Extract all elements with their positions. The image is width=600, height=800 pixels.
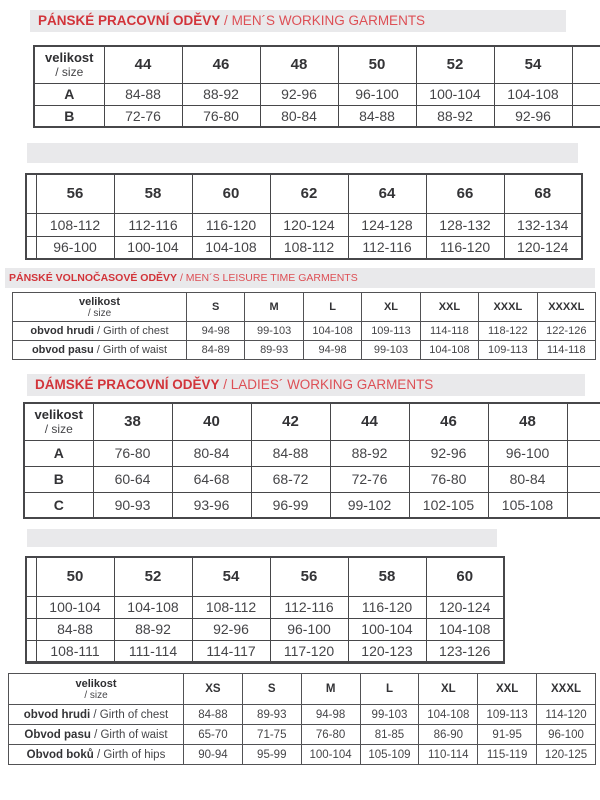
value-cell: 80-84	[172, 440, 251, 466]
clipped-cell	[26, 596, 36, 618]
value-cell: 88-92	[416, 105, 494, 127]
value-cell: 108-111	[36, 640, 114, 662]
size-header-cell: 64	[348, 174, 426, 213]
row-label	[9, 725, 184, 745]
corner-label-en: / size	[84, 689, 108, 701]
value-cell: 84-89	[187, 341, 245, 360]
value-cell: 99-103	[360, 705, 419, 725]
value-cell: 116-120	[192, 213, 270, 236]
size-header-row	[26, 557, 504, 596]
section-title-separator: /	[177, 272, 186, 284]
size-header-cell: 58	[348, 557, 426, 596]
size-header-cell: 46	[182, 46, 260, 83]
section-title-mens-working	[30, 10, 566, 32]
measurement-row-a	[34, 83, 600, 105]
ladies-working-table-50-60	[25, 556, 505, 664]
value-cell: 84-88	[338, 105, 416, 127]
value-cell: 117-120	[270, 640, 348, 662]
value-cell: 96-100	[270, 618, 348, 640]
value-cell: 64-68	[172, 466, 251, 492]
value-cell: 102-105	[409, 492, 488, 518]
measurement-row	[26, 618, 504, 640]
size-header-cell: XXXXL	[537, 293, 595, 322]
row-label	[9, 745, 184, 765]
size-header-cell: 46	[409, 403, 488, 440]
size-header-cell: 68	[504, 174, 582, 213]
value-cell: 104-108	[420, 341, 478, 360]
value-cell	[572, 105, 600, 127]
size-header-row	[34, 46, 600, 83]
value-cell: 90-94	[184, 745, 243, 765]
measurement-row	[26, 236, 582, 259]
section-title-en: LADIES´ WORKING GARMENTS	[230, 377, 434, 392]
value-cell: 68-72	[251, 466, 330, 492]
value-cell: 92-96	[409, 440, 488, 466]
clipped-cell	[26, 174, 36, 213]
row-label-en: / Girth of waist	[90, 728, 168, 741]
section-title-ladies-working	[27, 374, 585, 396]
value-cell: 96-99	[251, 492, 330, 518]
value-cell: 72-76	[104, 105, 182, 127]
value-cell	[567, 492, 600, 518]
separator-band	[27, 529, 497, 547]
value-cell: 132-134	[504, 213, 582, 236]
size-header-cell: 56	[36, 174, 114, 213]
size-header-cell: M	[301, 674, 360, 705]
measurement-row-b	[24, 466, 600, 492]
girth-of-chest-row	[13, 322, 596, 341]
size-header-cell: 58	[114, 174, 192, 213]
value-cell: 84-88	[251, 440, 330, 466]
row-label-cs: obvod hrudi	[30, 325, 94, 337]
row-label-en: / Girth of waist	[93, 344, 168, 356]
value-cell: 114-120	[537, 705, 596, 725]
value-cell: 104-108	[419, 705, 478, 725]
size-corner-cell	[13, 293, 187, 322]
section-title-en: MEN´S WORKING GARMENTS	[231, 13, 426, 28]
value-cell: 100-104	[36, 596, 114, 618]
size-header-cell: 50	[36, 557, 114, 596]
value-cell: 114-117	[192, 640, 270, 662]
value-cell: 88-92	[114, 618, 192, 640]
row-label	[13, 322, 187, 341]
size-header-cell: XXL	[420, 293, 478, 322]
value-cell: 99-102	[330, 492, 409, 518]
value-cell: 111-114	[114, 640, 192, 662]
value-cell	[572, 83, 600, 105]
row-label-en: / Girth of hips	[93, 748, 166, 761]
size-header-cell: 62	[270, 174, 348, 213]
value-cell	[567, 466, 600, 492]
value-cell: 124-128	[348, 213, 426, 236]
row-label-cs: obvod pasu	[31, 344, 94, 356]
size-corner-cell	[24, 403, 93, 440]
value-cell: 94-98	[303, 341, 361, 360]
size-header-cell: 42	[251, 403, 330, 440]
size-header-cell: 50	[338, 46, 416, 83]
size-header-cell: 44	[330, 403, 409, 440]
value-cell: 120-124	[426, 596, 504, 618]
size-header-cell: XL	[362, 293, 420, 322]
row-label: B	[34, 105, 104, 127]
value-cell: 109-113	[362, 322, 420, 341]
value-cell: 76-80	[409, 466, 488, 492]
size-header-cell: XS	[184, 674, 243, 705]
value-cell: 88-92	[330, 440, 409, 466]
value-cell: 114-118	[420, 322, 478, 341]
value-cell: 100-104	[348, 618, 426, 640]
size-header-cell: S	[242, 674, 301, 705]
value-cell: 104-108	[303, 322, 361, 341]
value-cell: 94-98	[301, 705, 360, 725]
clipped-cell	[26, 557, 36, 596]
size-header-cell: 66	[426, 174, 504, 213]
value-cell: 96-100	[488, 440, 567, 466]
size-header-cell: 48	[488, 403, 567, 440]
value-cell: 96-100	[36, 236, 114, 259]
size-header-cell: 38	[93, 403, 172, 440]
value-cell: 110-114	[419, 745, 478, 765]
value-cell: 112-116	[348, 236, 426, 259]
size-header-cell: 48	[260, 46, 338, 83]
value-cell: 115-119	[478, 745, 537, 765]
value-cell: 105-108	[488, 492, 567, 518]
value-cell: 128-132	[426, 213, 504, 236]
corner-label-en: / size	[44, 422, 73, 437]
value-cell: 100-104	[301, 745, 360, 765]
size-header-cell: 60	[426, 557, 504, 596]
value-cell: 96-100	[537, 725, 596, 745]
clipped-cell	[26, 213, 36, 236]
size-header-row	[9, 674, 596, 705]
corner-label-en: / size	[87, 307, 112, 319]
clipped-cell	[26, 236, 36, 259]
value-cell: 99-103	[362, 341, 420, 360]
row-label: B	[24, 466, 93, 492]
corner-label-cs: velikost	[79, 295, 120, 308]
row-label-en: / Girth of chest	[90, 708, 169, 721]
value-cell: 112-116	[270, 596, 348, 618]
girth-of-chest-row	[9, 705, 596, 725]
value-cell: 96-100	[338, 83, 416, 105]
value-cell: 93-96	[172, 492, 251, 518]
value-cell: 120-124	[270, 213, 348, 236]
value-cell: 123-126	[426, 640, 504, 662]
size-header-cell: XXXL	[537, 674, 596, 705]
size-header-cell: 52	[416, 46, 494, 83]
size-header-cell: L	[360, 674, 419, 705]
size-header-cell	[567, 403, 600, 440]
value-cell: 120-124	[504, 236, 582, 259]
value-cell: 86-90	[419, 725, 478, 745]
section-title-cs: PÁNSKÉ PRACOVNÍ ODĚVY	[38, 13, 221, 28]
value-cell: 104-108	[426, 618, 504, 640]
value-cell: 108-112	[192, 596, 270, 618]
size-header-cell: 40	[172, 403, 251, 440]
row-label-en: / Girth of chest	[93, 325, 169, 337]
size-header-row	[13, 293, 596, 322]
row-label-cs: Obvod boků	[26, 748, 94, 761]
value-cell: 92-96	[192, 618, 270, 640]
size-header-cell: XXXL	[479, 293, 537, 322]
value-cell: 84-88	[184, 705, 243, 725]
value-cell: 90-93	[93, 492, 172, 518]
section-title-cs: DÁMSKÉ PRACOVNÍ ODĚVY	[35, 377, 220, 392]
mens-leisure-table	[12, 292, 596, 360]
value-cell: 100-104	[114, 236, 192, 259]
value-cell: 76-80	[182, 105, 260, 127]
row-label-cs: obvod hrudi	[23, 708, 91, 721]
section-title-separator: /	[219, 377, 231, 392]
value-cell: 94-98	[187, 322, 245, 341]
ladies-leisure-table	[8, 673, 596, 765]
value-cell: 84-88	[104, 83, 182, 105]
measurement-row-c	[24, 492, 600, 518]
value-cell: 72-76	[330, 466, 409, 492]
value-cell: 120-123	[348, 640, 426, 662]
value-cell: 118-122	[479, 322, 537, 341]
corner-label-cs: velikost	[34, 407, 83, 423]
size-header-cell: XXL	[478, 674, 537, 705]
size-header-cell	[572, 46, 600, 83]
size-header-cell: 54	[494, 46, 572, 83]
value-cell: 76-80	[93, 440, 172, 466]
value-cell: 84-88	[36, 618, 114, 640]
value-cell: 100-104	[416, 83, 494, 105]
value-cell: 89-93	[245, 341, 303, 360]
value-cell: 120-125	[537, 745, 596, 765]
clipped-cell	[26, 640, 36, 662]
row-label	[13, 341, 187, 360]
section-title-en: MEN´S LEISURE TIME GARMENTS	[185, 272, 358, 284]
size-header-cell: XL	[419, 674, 478, 705]
value-cell: 104-108	[114, 596, 192, 618]
value-cell: 95-99	[242, 745, 301, 765]
value-cell: 99-103	[245, 322, 303, 341]
measurement-row	[26, 640, 504, 662]
value-cell: 108-112	[36, 213, 114, 236]
size-header-cell: 60	[192, 174, 270, 213]
size-header-cell: M	[245, 293, 303, 322]
value-cell: 105-109	[360, 745, 419, 765]
row-label: A	[34, 83, 104, 105]
clipped-cell	[26, 618, 36, 640]
row-label: A	[24, 440, 93, 466]
value-cell: 65-70	[184, 725, 243, 745]
size-header-row	[26, 174, 582, 213]
size-header-cell: L	[303, 293, 361, 322]
separator-band	[27, 143, 578, 163]
value-cell: 114-118	[537, 341, 595, 360]
corner-label-en: / size	[55, 65, 84, 80]
size-header-cell: 52	[114, 557, 192, 596]
size-corner-cell	[34, 46, 104, 83]
row-label-cs: Obvod pasu	[24, 728, 91, 741]
size-corner-cell	[9, 674, 184, 705]
value-cell: 81-85	[360, 725, 419, 745]
section-title-separator: /	[220, 13, 232, 28]
value-cell: 109-113	[479, 341, 537, 360]
size-header-cell: 56	[270, 557, 348, 596]
corner-label-cs: velikost	[45, 50, 94, 66]
girth-of-waist-row	[9, 725, 596, 745]
girth-of-hips-row	[9, 745, 596, 765]
value-cell: 80-84	[488, 466, 567, 492]
value-cell: 71-75	[242, 725, 301, 745]
value-cell: 116-120	[348, 596, 426, 618]
value-cell	[567, 440, 600, 466]
section-title-mens-leisure	[5, 268, 595, 288]
value-cell: 112-116	[114, 213, 192, 236]
value-cell: 104-108	[494, 83, 572, 105]
measurement-row	[26, 596, 504, 618]
size-header-row	[24, 403, 600, 440]
size-header-cell: 54	[192, 557, 270, 596]
value-cell: 88-92	[182, 83, 260, 105]
value-cell: 89-93	[242, 705, 301, 725]
girth-of-waist-row	[13, 341, 596, 360]
value-cell: 108-112	[270, 236, 348, 259]
measurement-row-b	[34, 105, 600, 127]
mens-working-table-44-54	[33, 45, 600, 128]
ladies-working-table-38-48	[23, 402, 600, 519]
value-cell: 92-96	[260, 83, 338, 105]
value-cell: 104-108	[192, 236, 270, 259]
value-cell: 116-120	[426, 236, 504, 259]
measurement-row-a	[24, 440, 600, 466]
value-cell: 109-113	[478, 705, 537, 725]
value-cell: 91-95	[478, 725, 537, 745]
value-cell: 92-96	[494, 105, 572, 127]
section-title-cs: PÁNSKÉ VOLNOČASOVÉ ODĚVY	[9, 272, 178, 284]
size-header-cell: S	[187, 293, 245, 322]
size-header-cell: 44	[104, 46, 182, 83]
measurement-row	[26, 213, 582, 236]
row-label	[9, 705, 184, 725]
value-cell: 122-126	[537, 322, 595, 341]
value-cell: 80-84	[260, 105, 338, 127]
row-label: C	[24, 492, 93, 518]
value-cell: 60-64	[93, 466, 172, 492]
corner-label-cs: velikost	[75, 677, 117, 690]
value-cell: 76-80	[301, 725, 360, 745]
mens-working-table-56-68	[25, 173, 583, 260]
